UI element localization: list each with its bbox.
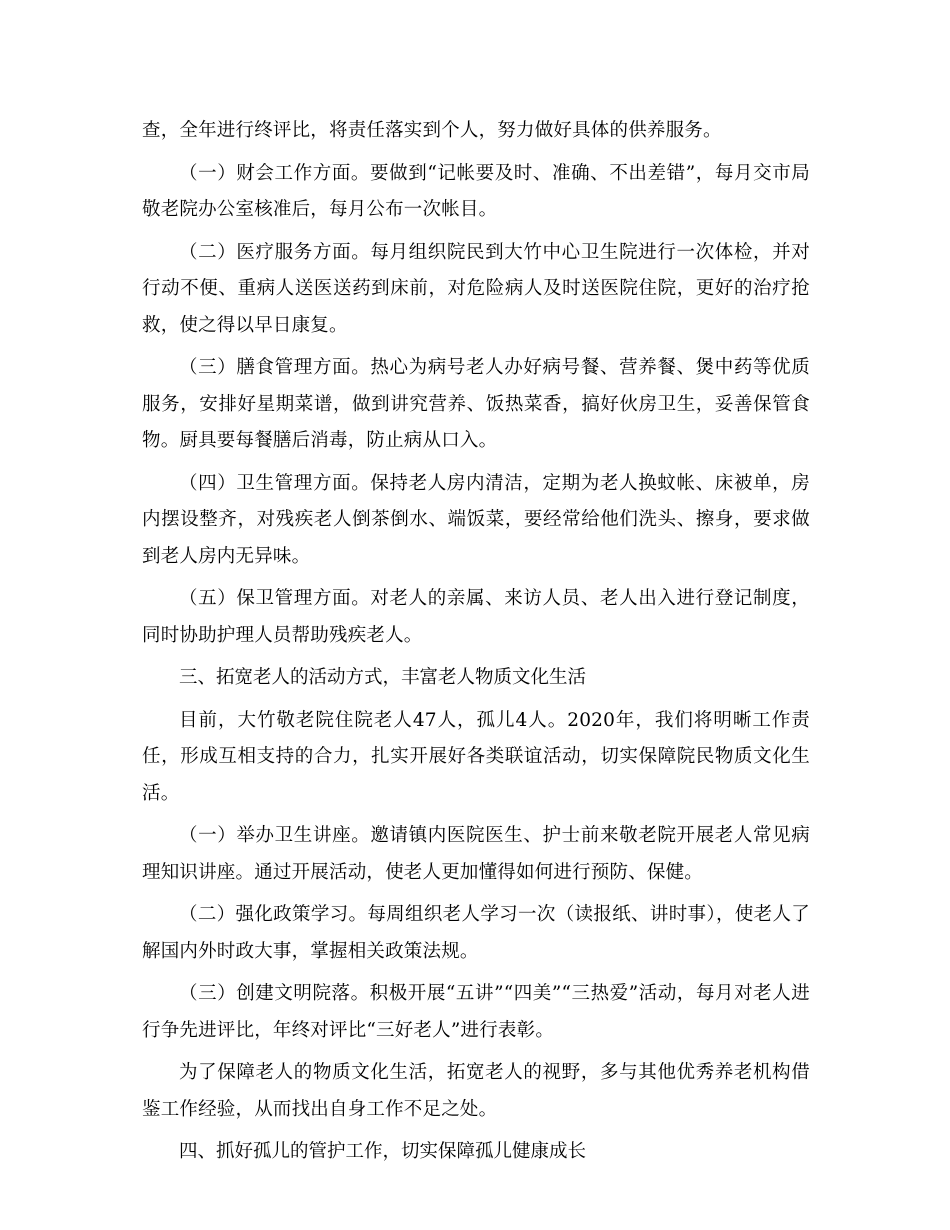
section-heading: 四、抓好孤儿的管护工作，切实保障孤儿健康成长: [179, 1141, 587, 1162]
paragraph: 为了保障老人的物质文化生活，拓宽老人的视野，多与其他优秀养老机构借鉴工作经验，从而找出自身工作不足之处。: [142, 1062, 810, 1120]
section-heading: 三、拓宽老人的活动方式，丰富老人物质文化生活: [179, 667, 587, 688]
paragraph: （五）保卫管理方面。对老人的亲属、来访人员、老人出入进行登记制度，同时协助护理人员帮助残疾老人。: [142, 588, 810, 646]
paragraph: （二）强化政策学习。每周组织老人学习一次（读报纸、讲时事），使老人了解国内外时政大事，掌握相关政策法规。: [142, 904, 810, 962]
paragraph: （三）创建文明院落。积极开展“五讲”“四美”“三热爱”活动，每月对老人进行争先进评比，年终对评比“三好老人”进行表彰。: [142, 983, 810, 1041]
paragraph: （三）膳食管理方面。热心为病号老人办好病号餐、营养餐、煲中药等优质服务，安排好星期菜谱，做到讲究营养、饭热菜香，搞好伙房卫生，妥善保管食物。厨具要每餐膳后消毒，防止病从口入。: [142, 357, 810, 451]
paragraph: 查，全年进行终评比，将责任落实到个人，努力做好具体的供养服务。: [142, 120, 722, 141]
paragraph: 目前，大竹敬老院住院老人47人，孤儿4人。2020年，我们将明晰工作责任，形成互相支持的合力，扎实开展好各类联谊活动，切实保障院民物质文化生活。: [142, 709, 810, 804]
paragraph: （二）医疗服务方面。每月组织院民到大竹中心卫生院进行一次体检，并对行动不便、重病人送医送药到床前，对危险病人及时送医院住院，更好的治疗抢救，使之得以早日康复。: [142, 241, 810, 336]
paragraph: （一）举办卫生讲座。邀请镇内医院医生、护士前来敬老院开展老人常见病理知识讲座。通过开展活动，使老人更加懂得如何进行预防、保健。: [142, 825, 810, 883]
paragraph: （四）卫生管理方面。保持老人房内清洁，定期为老人换蚊帐、床被单，房内摆设整齐，对残疾老人倒茶倒水、端饭菜，要经常给他们洗头、擦身，要求做到老人房内无异味。: [142, 472, 810, 567]
paragraph: （一）财会工作方面。要做到“记帐要及时、准确、不出差错”，每月交市局敬老院办公室核准后，每月公布一次帐目。: [142, 162, 810, 220]
document-body: [142, 113, 810, 1177]
